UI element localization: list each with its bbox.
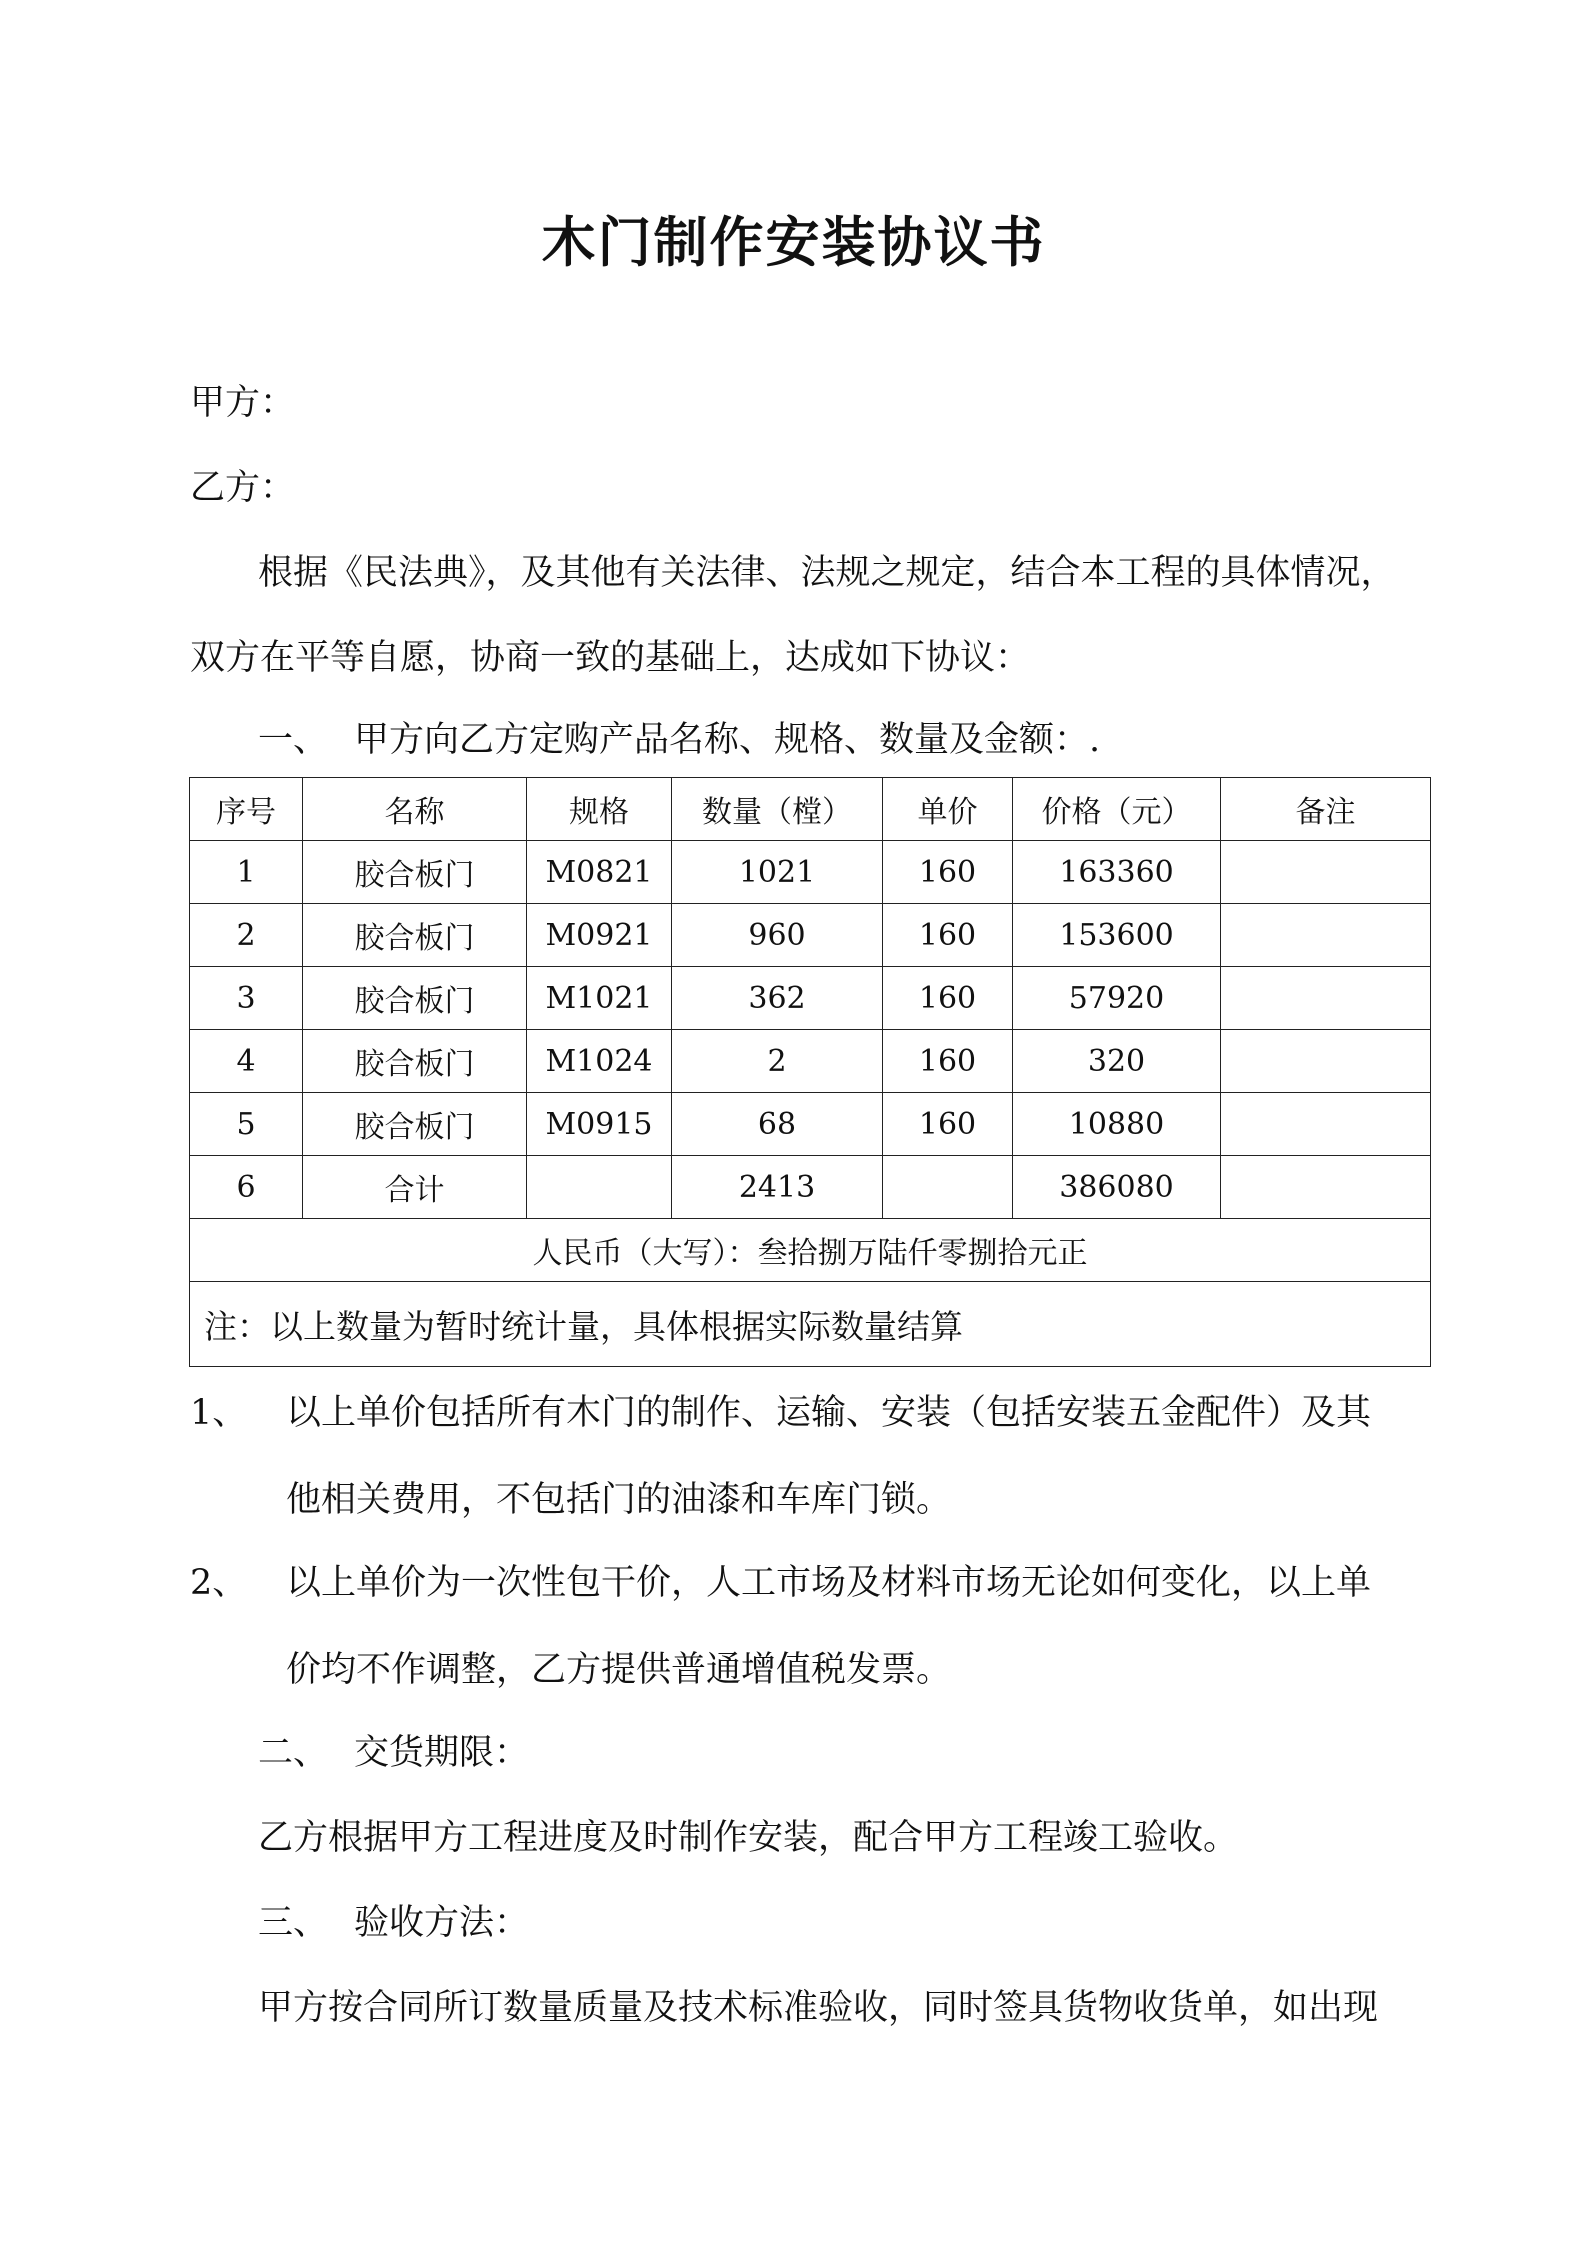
intro-paragraph-line1: 根据《民法典》，及其他有关法律、法规之规定，结合本工程的具体情况， <box>258 553 1396 593</box>
cell-unit-price: 160 <box>883 904 1013 967</box>
cell-quantity: 960 <box>672 904 883 967</box>
cell-quantity: 1021 <box>672 841 883 904</box>
table-row <box>190 1030 1431 1093</box>
cell-name: 胶合板门 <box>303 904 527 967</box>
cell-remarks <box>1221 1156 1431 1219</box>
cell-price: 386080 <box>1013 1156 1221 1219</box>
cell-price: 320 <box>1013 1030 1221 1093</box>
cell-name: 胶合板门 <box>303 1030 527 1093</box>
header-remarks: 备注 <box>1221 778 1431 841</box>
cell-spec: M1024 <box>527 1030 672 1093</box>
item-1-line1: 以上单价包括所有木门的制作、运输、安装（包括安装五金配件）及其 <box>286 1393 1372 1433</box>
party-a-label: 甲方： <box>190 383 296 423</box>
item-2-line1: 以上单价为一次性包干价，人工市场及材料市场无论如何变化，以上单 <box>286 1563 1372 1603</box>
cell-unit-price: 160 <box>883 841 1013 904</box>
section-3-heading <box>258 1895 529 1945</box>
section-3-number: 三、 <box>258 1903 329 1943</box>
header-unit-price: 单价 <box>883 778 1013 841</box>
item-1-line2: 他相关费用，不包括门的油漆和车库门锁。 <box>286 1480 952 1520</box>
cell-unit-price: 160 <box>883 1093 1013 1156</box>
cell-index: 6 <box>190 1156 303 1219</box>
cell-remarks <box>1221 967 1431 1030</box>
cell-price: 10880 <box>1013 1093 1221 1156</box>
header-price: 价格（元） <box>1013 778 1221 841</box>
cell-name: 胶合板门 <box>303 1093 527 1156</box>
section-2-heading <box>258 1725 529 1775</box>
product-spec-table <box>189 777 1431 1367</box>
rmb-total-row <box>190 1219 1431 1282</box>
cell-remarks <box>1221 1093 1431 1156</box>
section-2-body: 乙方根据甲方工程进度及时制作安装，配合甲方工程竣工验收。 <box>258 1818 1239 1858</box>
section-1-heading <box>258 712 1100 762</box>
cell-name: 合计 <box>303 1156 527 1219</box>
cell-name: 胶合板门 <box>303 967 527 1030</box>
table-row <box>190 1093 1431 1156</box>
table-row <box>190 841 1431 904</box>
section-2-number: 二、 <box>258 1733 329 1773</box>
cell-price: 153600 <box>1013 904 1221 967</box>
table-row <box>190 967 1431 1030</box>
cell-unit-price: 160 <box>883 1030 1013 1093</box>
cell-spec <box>527 1156 672 1219</box>
cell-remarks <box>1221 1030 1431 1093</box>
cell-spec: M0821 <box>527 841 672 904</box>
cell-index: 2 <box>190 904 303 967</box>
section-2-title: 交货期限： <box>354 1733 530 1773</box>
cell-index: 5 <box>190 1093 303 1156</box>
rmb-total-text: 人民币（大写）：叁拾捌万陆仟零捌拾元正 <box>190 1219 1431 1282</box>
cell-price: 163360 <box>1013 841 1221 904</box>
item-1-number: 1、 <box>190 1393 248 1433</box>
header-quantity: 数量（樘） <box>672 778 883 841</box>
cell-spec: M0921 <box>527 904 672 967</box>
header-name: 名称 <box>303 778 527 841</box>
cell-remarks <box>1221 841 1431 904</box>
cell-name: 胶合板门 <box>303 841 527 904</box>
cell-quantity: 362 <box>672 967 883 1030</box>
document-title: 木门制作安装协议书 <box>541 210 1046 274</box>
party-b-label: 乙方： <box>190 468 296 508</box>
item-2-number: 2、 <box>190 1563 248 1603</box>
item-2-line2: 价均不作调整，乙方提供普通增值税发票。 <box>286 1650 952 1690</box>
cell-price: 57920 <box>1013 967 1221 1030</box>
table-row <box>190 904 1431 967</box>
cell-spec: M0915 <box>527 1093 672 1156</box>
header-index: 序号 <box>190 778 303 841</box>
table-header-row <box>190 778 1431 841</box>
cell-unit-price <box>883 1156 1013 1219</box>
section-3-title: 验收方法： <box>354 1903 530 1943</box>
cell-index: 4 <box>190 1030 303 1093</box>
section-1-title: 甲方向乙方定购产品名称、规格、数量及金额：. <box>354 720 1101 760</box>
cell-index: 1 <box>190 841 303 904</box>
cell-spec: M1021 <box>527 967 672 1030</box>
section-3-body: 甲方按合同所订数量质量及技术标准验收，同时签具货物收货单，如出现 <box>258 1988 1379 2028</box>
cell-index: 3 <box>190 967 303 1030</box>
table-total-row <box>190 1156 1431 1219</box>
header-spec: 规格 <box>527 778 672 841</box>
intro-paragraph-line2: 双方在平等自愿，协商一致的基础上，达成如下协议： <box>190 638 1031 678</box>
table-note-text: 注：以上数量为暂时统计量，具体根据实际数量结算 <box>190 1282 1431 1367</box>
cell-quantity: 2 <box>672 1030 883 1093</box>
section-1-number: 一、 <box>258 720 329 760</box>
cell-quantity: 2413 <box>672 1156 883 1219</box>
cell-unit-price: 160 <box>883 967 1013 1030</box>
cell-quantity: 68 <box>672 1093 883 1156</box>
cell-remarks <box>1221 904 1431 967</box>
table-note-row <box>190 1282 1431 1367</box>
